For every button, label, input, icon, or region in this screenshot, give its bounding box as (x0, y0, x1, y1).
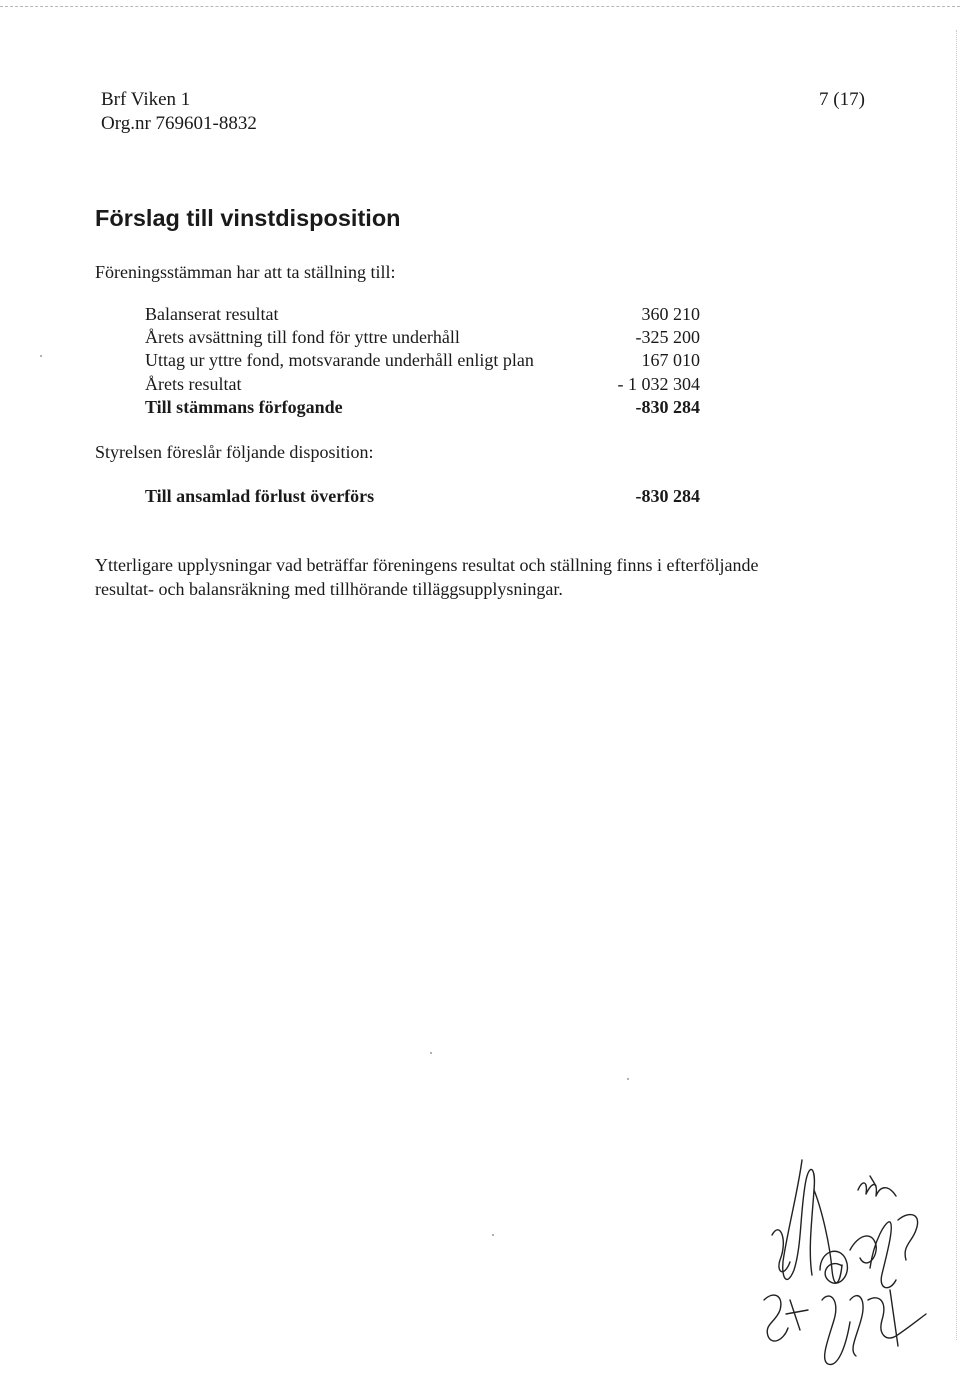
proposal-line (145, 484, 700, 508)
additional-info-paragraph (95, 553, 855, 601)
scan-speck (430, 1052, 432, 1054)
intro-text: Föreningsstämman har att ta ställning till: (95, 262, 396, 282)
proposal-value: -830 284 (635, 486, 700, 506)
line-item-value: 167 010 (641, 350, 700, 370)
line-item-label: Uttag ur yttre fond, motsvarande underhåll enligt plan (145, 350, 534, 370)
line-item-value: - 1 032 304 (617, 374, 700, 394)
scan-speck (40, 355, 42, 357)
line-item-total (145, 395, 700, 419)
line-item-value: 360 210 (641, 304, 700, 324)
scan-edge-top (0, 6, 960, 8)
line-item-label: Årets resultat (145, 374, 242, 394)
line-item-value: -325 200 (635, 327, 700, 347)
page-number: 7 (17) (819, 89, 865, 110)
additional-info-line: Ytterligare upplysningar vad beträffar föreningens resultat och ställning finns i efterföljande (95, 555, 759, 575)
scan-edge-right (956, 30, 958, 1340)
total-label: Till stämmans förfogande (145, 397, 343, 417)
document-header (101, 88, 257, 136)
page-title: Förslag till vinstdisposition (95, 205, 401, 231)
additional-info-line: resultat- och balansräkning med tillhörande tilläggsupplysningar. (95, 579, 563, 599)
line-item-arets-resultat (145, 372, 700, 396)
proposal-label: Till ansamlad förlust överförs (145, 486, 375, 506)
organization-number: Org.nr 769601-8832 (101, 113, 257, 134)
scan-speck (627, 1078, 629, 1080)
line-item-label: Årets avsättning till fond för yttre underhåll (145, 327, 460, 347)
line-item-uttag-yttre-fond (145, 348, 700, 372)
proposal-intro: Styrelsen föreslår följande disposition: (95, 442, 374, 462)
line-item-fond-avsattning (145, 325, 700, 349)
line-item-balanserat-resultat (145, 302, 700, 326)
scan-speck (492, 1234, 494, 1236)
total-value: -830 284 (635, 397, 700, 417)
handwritten-signatures-icon (750, 1150, 940, 1370)
organization-name: Brf Viken 1 (101, 89, 191, 110)
line-item-label: Balanserat resultat (145, 304, 279, 324)
